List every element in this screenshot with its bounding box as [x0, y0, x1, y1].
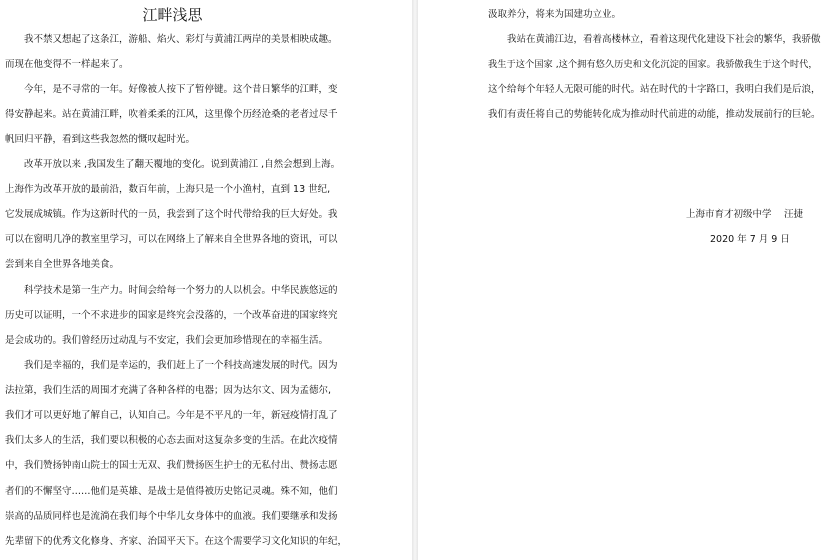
text-line: 崇高的品质同样也是流淌在我们每个中华儿女身体中的血液。我们要继承和发扬 — [5, 511, 338, 522]
page-right — [418, 0, 832, 560]
text-line: 我们是幸福的，我们是幸运的，我们赶上了一个科技高速发展的时代。因为 — [24, 360, 338, 371]
text-line: 我生于这个国家 ,这个拥有悠久历史和文化沉淀的国家。我骄傲我生于这个时代， — [488, 59, 818, 70]
text-line: 得安静起来。站在黄浦江畔，吹着柔柔的江风，这里像个历经沧桑的老者过尽千 — [5, 109, 338, 120]
text-line: 我们有责任将自己的势能转化成为推动时代前进的动能，推动发展前行的巨轮。 — [488, 109, 821, 120]
page-left — [0, 0, 412, 560]
text-line: 法拉第，我们生活的周围才充满了各种各样的电器；因为达尔文、因为孟德尔, — [5, 385, 332, 396]
text-line: 它发展成城镇。作为这新时代的一员，我尝到了这个时代带给我的巨大好处。我 — [5, 209, 338, 220]
text-line: 汲取养分，将来为国建功立业。 — [488, 9, 622, 20]
signature-date: 2020 年 7 月 9 日 — [710, 234, 790, 245]
text-line: 尝到来自全世界各地美食。 — [5, 259, 120, 270]
text-line: 改革开放以来 ,我国发生了翻天覆地的变化。说到黄浦江 ,自然会想到上海。 — [24, 159, 341, 170]
text-line: 我们太多人的生活，我们要以积极的心态去面对这复杂多变的生活。在此次疫情 — [5, 435, 338, 446]
document-title: 江畔浅思 — [142, 6, 203, 24]
text-line: 我们才可以更好地了解自己，认知自己。今年是不平凡的一年，新冠疫情打乱了 — [5, 410, 338, 421]
text-line: 而现在他变得不一样起来了。 — [5, 59, 129, 70]
text-line: 者们的不懈坚守……他们是英雄、是战士是值得被历史铭记灵魂。殊不知，他们 — [5, 486, 338, 497]
author-signature: 上海市育才初级中学 汪捷 — [686, 209, 804, 220]
text-line: 我站在黄浦江边，看着高楼林立，看着这现代化建设下社会的繁华，我骄傲 — [507, 34, 821, 45]
text-line: 今年，是不寻常的一年。好像被人按下了暂停键。这个昔日繁华的江畔，变 — [24, 84, 338, 95]
text-line: 先辈留下的优秀文化修身、齐家、治国平天下。在这个需要学习文化知识的年纪， — [5, 536, 348, 547]
text-line: 中，我们赞扬钟南山院士的国士无双、我们赞扬医生护士的无私付出、赞扬志愿 — [5, 460, 338, 471]
text-line: 历史可以证明，一个不求进步的国家是终究会没落的，一个改革奋进的国家终究 — [5, 310, 338, 321]
text-line: 可以在窗明几净的教室里学习，可以在网络上了解来自全世界各地的资讯，可以 — [5, 234, 338, 245]
text-line: 我不禁又想起了这条江，游船、焰火、彩灯与黄浦江两岸的美景相映成趣。 — [24, 34, 338, 45]
text-line: 帆回归平静，看到这些我忽然的慨叹起时光。 — [5, 134, 196, 145]
text-line: 这个给每个年轻人无限可能的时代。站在时代的十字路口，我明白我们是后浪， — [488, 84, 821, 95]
text-line: 是会成功的。我们曾经历过动乱与不安定，我们会更加珍惜现在的幸福生活。 — [5, 335, 329, 346]
text-line: 上海作为改革开放的最前沿，数百年前，上海只是一个小渔村，直到 13 世纪, — [5, 184, 331, 195]
text-line: 科学技术是第一生产力。时间会给每一个努力的人以机会。中华民族悠远的 — [24, 285, 338, 296]
